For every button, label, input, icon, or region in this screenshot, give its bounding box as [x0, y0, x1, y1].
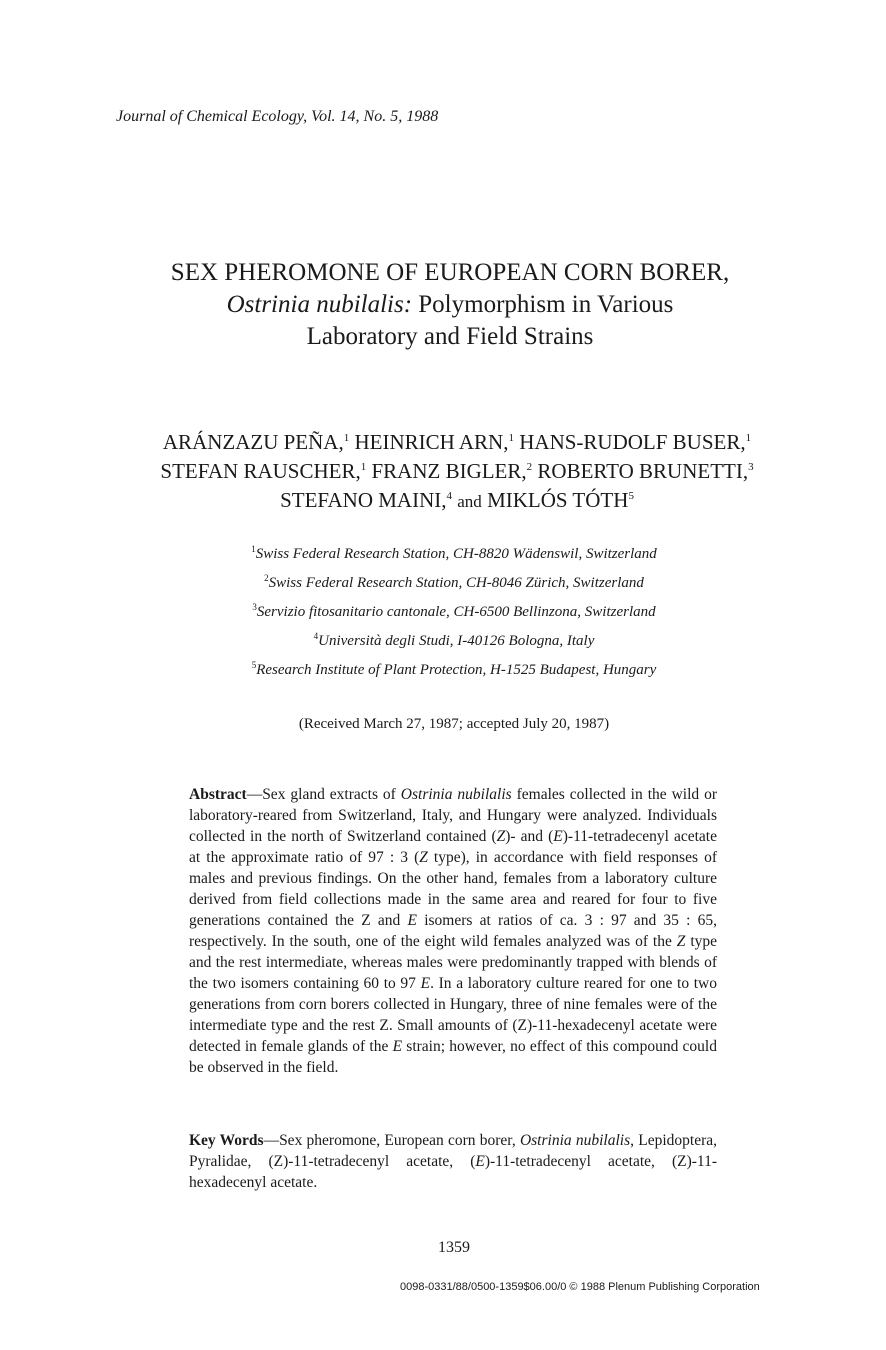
author-list	[0, 428, 886, 516]
author-line-2	[0, 457, 886, 486]
abstract-label: Abstract	[189, 786, 247, 803]
author-affiliation-mark: 1	[360, 461, 367, 473]
abstract-text: Sex gland extracts of	[262, 786, 401, 803]
affiliation-text: Research Institute of Plant Protection, H-1525 Budapest, Hungary	[256, 662, 657, 678]
abstract-text: strain; however, no effect of this compound could be observed in the field.	[189, 1038, 717, 1076]
affiliation-mark: 5	[251, 660, 257, 670]
key-words-italic: Ostrinia nubilalis	[519, 1132, 631, 1149]
author-line-1	[0, 428, 886, 457]
author-name: STEFANO MAINI,	[280, 488, 447, 512]
journal-citation: Journal of Chemical Ecology, Vol. 14, No. 5, 1988	[116, 108, 439, 125]
affiliation-mark: 2	[264, 573, 269, 583]
abstract-text: females collected in the wild or laboratory-reared from Switzerland, Italy, and Hungary were analyzed. Individuals collected in the north of Switzerland contained (	[189, 786, 717, 845]
author-affiliation-mark: 1	[343, 432, 350, 444]
title-line-2-rest: Polymorphism in Various	[412, 291, 674, 318]
author-affiliation-mark: 5	[628, 490, 634, 502]
author-name: HANS-RUDOLF BUSER,	[519, 430, 746, 454]
abstract-text: isomers at ratios of ca. 3 : 97 and 35 : 65, respectively. In the south, one of the eight wild females analyzed was of the	[189, 912, 717, 950]
key-words-text: )-11-tetradecenyl acetate, (Z)-11-hexadecenyl acetate.	[189, 1153, 717, 1191]
key-words-text: Sex pheromone, European corn borer,	[279, 1132, 520, 1149]
copyright-footer: 0098-0331/88/0500-1359$06.00/0 © 1988 Plenum Publishing Corporation	[400, 1281, 760, 1293]
author-affiliation-mark: 3	[748, 461, 754, 473]
key-words-text: , Lepidoptera, Pyralidae, (Z)-11-tetradecenyl acetate, (	[189, 1132, 717, 1170]
abstract-italic: Z	[419, 849, 428, 866]
abstract-italic: Ostrinia nubilalis	[400, 786, 512, 803]
author-name: STEFAN RAUSCHER,	[160, 459, 361, 483]
abstract-italic: E	[407, 912, 417, 929]
affiliation-mark: 4	[313, 631, 319, 641]
key-words	[189, 1130, 717, 1193]
title-line-1: SEX PHEROMONE OF EUROPEAN CORN BORER,	[170, 259, 730, 286]
page-number: 1359	[438, 1239, 470, 1256]
affiliation-list	[0, 540, 886, 685]
affiliation-text: Università degli Studi, I-40126 Bologna, Italy	[318, 633, 595, 649]
affiliation	[0, 569, 886, 598]
author-affiliation-mark: 4	[446, 490, 453, 502]
author-affiliation-mark: 2	[526, 461, 533, 473]
affiliation	[0, 627, 886, 656]
abstract-text: type and the rest intermediate, whereas males were predominantly trapped with blends of the two isomers containing 60 to 97	[189, 933, 718, 992]
affiliation-text: Swiss Federal Research Station, CH-8820 Wädenswil, Switzerland	[255, 546, 657, 562]
key-words-label: Key Words	[189, 1132, 264, 1149]
author-affiliation-mark: 1	[745, 432, 752, 444]
received-dates: (Received March 27, 1987; accepted July 20, 1987)	[298, 716, 610, 732]
author-name: MIKLÓS TÓTH	[487, 488, 629, 512]
affiliation-mark: 3	[252, 602, 257, 612]
abstract-text: )-11-tetradecenyl acetate at the approximate ratio of 97 : 3 (	[189, 828, 717, 866]
affiliation-mark: 1	[251, 544, 256, 554]
abstract-text: . In a laboratory culture reared for one to two generations from corn borers collected in Hungary, three of nine females were of the intermediate type and the rest Z. Small amounts of (Z)-11-hexadecenyl acetate were detected in female glands of the	[189, 975, 718, 1055]
title-line-3: Laboratory and Field Strains	[306, 323, 594, 350]
affiliation	[0, 540, 886, 569]
title-species: Ostrinia nubilalis:	[226, 291, 413, 318]
abstract-dash: —	[246, 786, 263, 803]
affiliation-text: Servizio fitosanitario cantonale, CH-6500 Bellinzona, Switzerland	[256, 604, 656, 620]
author-name: ARÁNZAZU PEÑA,	[162, 430, 344, 454]
key-words-dash: —	[263, 1132, 280, 1149]
author-name: HEINRICH ARN,	[354, 430, 509, 454]
author-name: ROBERTO BRUNETTI,	[537, 459, 749, 483]
author-line-3	[0, 486, 886, 516]
affiliation-text: Swiss Federal Research Station, CH-8046 Zürich, Switzerland	[268, 575, 644, 591]
abstract-text: )- and (	[505, 828, 554, 845]
abstract-italic: E	[420, 975, 431, 992]
affiliation	[0, 656, 886, 685]
key-words-italic: E	[475, 1153, 485, 1170]
abstract-italic: E	[553, 828, 563, 845]
abstract-italic: E	[392, 1038, 403, 1055]
author-conjunction: and	[457, 492, 482, 511]
abstract	[189, 784, 717, 1078]
author-name: FRANZ BIGLER,	[371, 459, 527, 483]
abstract-text: type), in accordance with field responses of males and previous findings. On the other hand, females from a laboratory culture derived from field collections made in the same area and reared for four to five generations contained the Z and	[189, 849, 717, 929]
title-line-2	[0, 289, 886, 321]
affiliation	[0, 598, 886, 627]
abstract-italic: Z	[496, 828, 506, 845]
author-affiliation-mark: 1	[508, 432, 514, 444]
abstract-italic: Z	[676, 933, 686, 950]
